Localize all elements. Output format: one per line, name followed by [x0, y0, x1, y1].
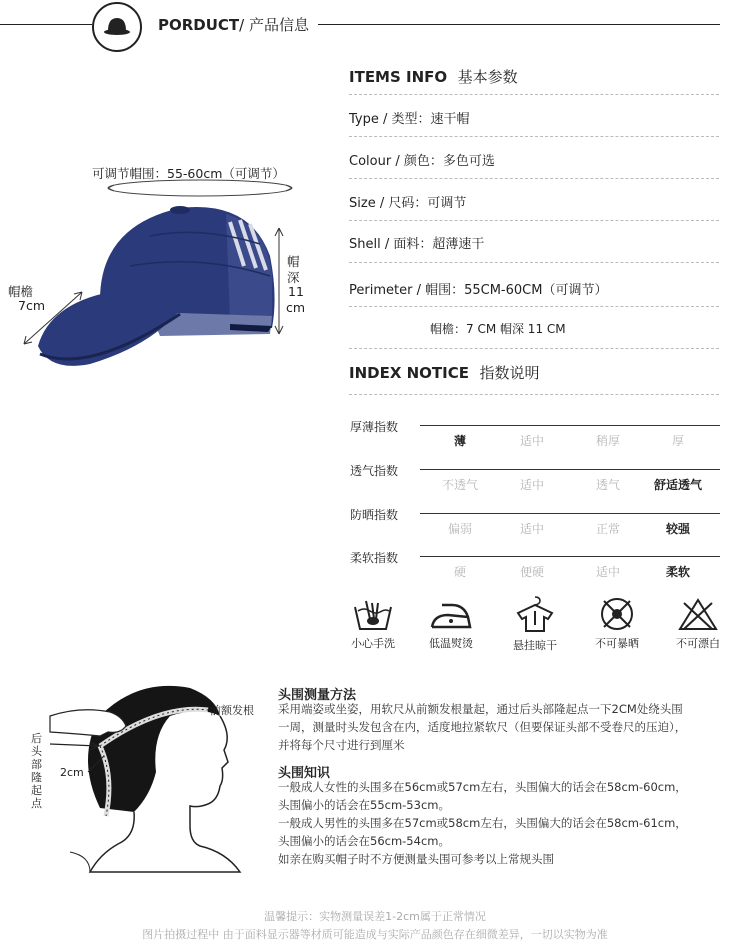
footer-note-1: 温馨提示：实物测量误差1-2cm属于正常情况 [264, 910, 486, 923]
index-scale-line [420, 425, 720, 426]
measure-method-title: 头围测量方法 [278, 688, 357, 703]
text-line: 一周，测量时头发包含在内，适度地拉紧软尺（但要保证头部不受卷尺的压迫）， [278, 720, 687, 734]
depth-value-2: cm [286, 300, 306, 315]
index-scale-line [420, 556, 720, 557]
index-option: 正常 [595, 522, 620, 536]
care-no-bleach [668, 597, 728, 651]
info-row-colour: Colour / 颜色：多色可选 [349, 154, 495, 169]
brim-label: 帽檐 [8, 284, 34, 299]
depth-label-1: 帽 [287, 254, 300, 269]
index-option: 厚 [671, 434, 684, 448]
hand-wash-icon [352, 597, 394, 631]
index-option: 不透气 [441, 478, 478, 492]
index-scale-line [420, 469, 720, 470]
text-line: 并将每个尺寸进行到厘米 [278, 738, 405, 752]
index-option: 硬 [453, 565, 466, 579]
index-option: 适中 [519, 478, 544, 492]
index-option: 舒适透气 [653, 478, 702, 492]
text-line: 一般成人男性的头围多在57cm或58cm左右，头围偏大的话会在58cm-61cm， [278, 816, 687, 830]
care-low-iron [421, 597, 481, 651]
index-option: 稍厚 [595, 434, 620, 448]
page-title: PORDUCT/ 产品信息 [158, 16, 309, 34]
divider [349, 262, 719, 263]
index-option: 透气 [595, 478, 620, 492]
knowledge-title: 头围知识 [278, 766, 331, 781]
text-line: 如亲在购买帽子时不方便测量头围可参考以上常规头围 [278, 852, 554, 866]
divider [349, 306, 719, 307]
care-label: 不可漂白 [676, 637, 720, 650]
index-option: 偏弱 [447, 522, 472, 536]
circumference-label: 可调节帽围：55-60cm（可调节） [92, 166, 285, 181]
divider [349, 136, 719, 137]
hat-badge [92, 2, 142, 52]
index-label: 柔软指数 [350, 551, 399, 565]
info-row-shell: Shell / 面料：超薄速干 [349, 237, 485, 252]
index-label: 厚薄指数 [350, 420, 399, 434]
header-line-left [0, 24, 92, 25]
divider [349, 348, 719, 349]
knowledge-text [278, 778, 728, 868]
text-line: 采用端姿或坐姿，用软尺从前额发根量起，通过后头部隆起点一下2CM处绕头围 [278, 702, 683, 716]
index-label: 透气指数 [350, 464, 399, 478]
footer-note-2: 图片拍摄过程中 由于面料显示器等材质可能造成与实际产品颜色存在细微差异，一切以实物为准 [142, 928, 608, 941]
text-line: 一般成人女性的头围多在56cm或57cm左右，头围偏大的话会在58cm-60cm， [278, 780, 687, 794]
care-hang-dry [505, 595, 565, 653]
text-line: 头围偏小的话会在55cm-53cm。 [278, 798, 450, 812]
index-option: 适中 [595, 565, 620, 579]
index-option: 适中 [519, 434, 544, 448]
divider [349, 94, 719, 95]
care-label: 悬挂晾干 [513, 639, 557, 652]
info-row-extra: 帽檐：7 CM 帽深 11 CM [430, 322, 566, 336]
index-notice-title: INDEX NOTICE 指数说明 [349, 364, 540, 382]
care-no-sun [587, 597, 647, 651]
hang-dry-icon [514, 595, 556, 633]
header-line-right [318, 24, 720, 25]
index-option: 柔软 [665, 565, 690, 579]
divider [349, 220, 719, 221]
no-sun-icon [598, 597, 636, 631]
divider [349, 394, 719, 395]
index-option: 较强 [665, 522, 690, 536]
index-label: 防晒指数 [350, 508, 399, 522]
back-head-label: 后头部隆起点 [31, 732, 42, 810]
care-hand-wash [343, 597, 403, 651]
info-row-type: Type / 类型：速干帽 [349, 112, 470, 127]
depth-label-2: 深 [287, 270, 300, 285]
index-option: 便硬 [519, 565, 544, 579]
text-line: 头围偏小的话会在56cm-54cm。 [278, 834, 450, 848]
brim-arrow [20, 286, 90, 350]
care-label: 低温熨烫 [429, 637, 473, 650]
info-row-perimeter: Perimeter / 帽围：55CM-60CM（可调节） [349, 283, 608, 298]
measure-method-text [278, 700, 728, 754]
index-option: 适中 [519, 522, 544, 536]
depth-arrow [272, 226, 286, 336]
hat-icon [94, 4, 140, 50]
low-iron-icon [428, 597, 474, 631]
no-bleach-icon [678, 597, 718, 631]
care-label: 小心手洗 [351, 637, 395, 650]
care-label: 不可暴晒 [595, 637, 639, 650]
items-info-title: ITEMS INFO 基本参数 [349, 68, 518, 86]
divider [349, 178, 719, 179]
index-option: 薄 [453, 434, 466, 448]
info-row-size: Size / 尺码：可调节 [349, 196, 467, 211]
index-scale-line [420, 513, 720, 514]
front-hairline-label: 前额发根 [210, 704, 254, 717]
brim-value: 7cm [18, 298, 46, 313]
depth-value-1: 11 [288, 284, 304, 299]
offset-label: 2cm [60, 766, 84, 779]
